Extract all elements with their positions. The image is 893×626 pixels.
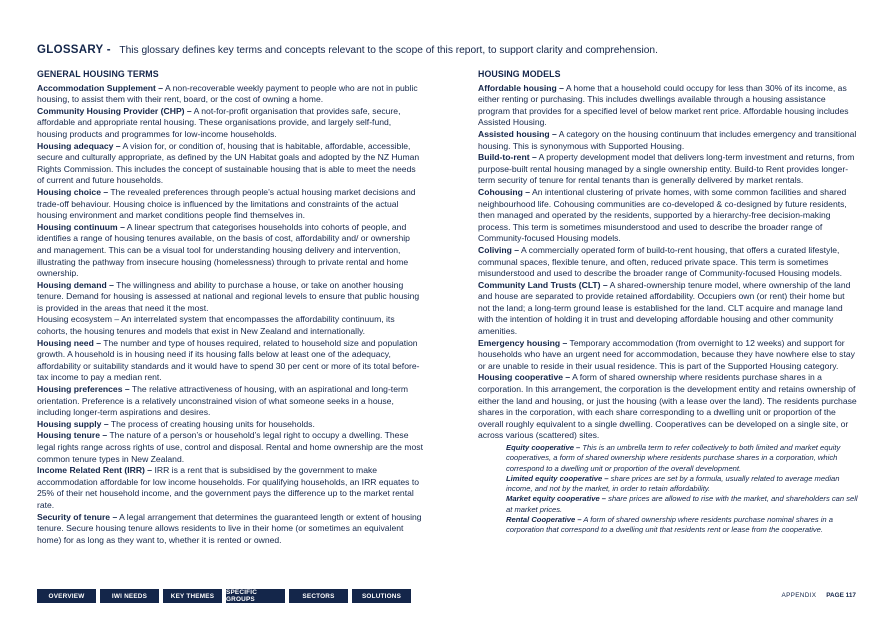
- glossary-term: Cohousing –: [478, 186, 531, 197]
- glossary-term: Housing tenure –: [37, 430, 108, 441]
- glossary-entry: [478, 245, 858, 280]
- glossary-entry: [506, 494, 858, 515]
- glossary-term: Emergency housing –: [478, 337, 568, 348]
- glossary-definition: The process of creating housing units for households.: [110, 418, 315, 429]
- glossary-entry: [478, 187, 858, 245]
- nav-button-sectors[interactable]: SECTORS: [289, 589, 348, 603]
- section-heading-general: GENERAL HOUSING TERMS: [37, 69, 159, 79]
- glossary-definition: The relative attractiveness of housing, with an aspirational and long-term orientation. Preference is a relatively unconstrained vision of what someone seeks in a house, including longer-term aspirations and desires.: [37, 384, 408, 418]
- glossary-term: Equity cooperative –: [506, 443, 581, 452]
- glossary-entry: [478, 338, 858, 373]
- bottom-navigation: [37, 589, 411, 603]
- glossary-definition: The number and type of houses required, related to household size and population growth. A household is in housing need if its housing falls below at least one of the adequacy, affordability or suitability standards and it would have to spend 30 per cent or more of its total before-tax income to pay a median rent.: [37, 337, 420, 383]
- glossary-entry: [478, 129, 858, 152]
- glossary-entry: [478, 372, 858, 442]
- general-housing-terms-column: [37, 69, 423, 546]
- glossary-definition: A linear spectrum that categorises households into cohorts of people, and identifies a range of housing tenures available, on the basis of cost, affordability and/ or ownership and management. This can be a visual tool for understanding housing delivery and intervention, illustrating the pathway from insecure housing (homelessness) through to private rental and home ownership.: [37, 221, 410, 279]
- glossary-definition: An intentional clustering of private homes, with some common facilities and shared neighbourhood life. Cohousing communities are co-developed & co-designed by future residents, then managed and operated by the residents, supported by a hierarchy-free decision-making process. This term is sometimes misunderstood and used to describe the broader range of Community-focused Housing models.: [478, 186, 847, 244]
- general-terms-list: [37, 83, 423, 547]
- glossary-definition: A shared-ownership tenure model, where ownership of the land and house are separated to provide retained affordability. Occupiers own (or rent) their home but not the land; a long-term ground lease is established for the land. CLT acquire and manage land with the intention of holding it in trust and developing affordable housing and other community amenities.: [478, 279, 851, 337]
- glossary-definition: The willingness and ability to purchase a house, or take on another housing tenure. Demand for housing is assessed at national and regional levels to ensure that public housing is provided in the areas that need it the most.: [37, 279, 420, 313]
- glossary-term: Security of tenure –: [37, 511, 118, 522]
- glossary-entry: [37, 419, 423, 431]
- glossary-term: Community Land Trusts (CLT) –: [478, 279, 608, 290]
- glossary-entry: [37, 106, 423, 141]
- glossary-definition: This is an umbrella term to refer collectively to both limited and market equity cooperatives, a form of shared ownership where residents purchase shares in a corporation, which correspond to a dwelling unit or proportion of the overall development.: [506, 443, 841, 473]
- section-heading-models: HOUSING MODELS: [478, 69, 561, 79]
- nav-button-solutions[interactable]: SOLUTIONS: [352, 589, 411, 603]
- nav-button-overview[interactable]: OVERVIEW: [37, 589, 96, 603]
- glossary-definition: IRR is a rent that is subsidised by the government to make accommodation affordable for low income households. For qualifying households, an IRR equates to 25% of their net household income, and the government pays the difference up to the market rental rate.: [37, 465, 420, 510]
- page-footer: [782, 592, 856, 599]
- glossary-definition: A non-recoverable weekly payment to people who are not in public housing, to assist them with their rent, board, or the cost of owning a home.: [37, 82, 418, 105]
- glossary-term: Assisted housing –: [478, 128, 557, 139]
- glossary-entry: [37, 314, 423, 337]
- glossary-definition: Temporary accommodation (from overnight to 12 weeks) and support for households who have an urgent need for accommodation, because they have nowhere else to stay or are unable to reside in their usual residence. This is part of the Supported Housing category.: [478, 337, 855, 371]
- glossary-term: Build-to-rent –: [478, 152, 537, 163]
- glossary-term: Housing demand –: [37, 279, 114, 290]
- page-subtitle: This glossary defines key terms and concepts relevant to the scope of this report, to support clarity and comprehension.: [119, 45, 658, 56]
- glossary-entry: [37, 512, 423, 547]
- glossary-entry: [37, 141, 423, 187]
- glossary-term: Income Related Rent (IRR) –: [37, 465, 153, 476]
- glossary-term: Market equity cooperative –: [506, 494, 607, 504]
- glossary-entry: [478, 83, 858, 129]
- glossary-definition: A category on the housing continuum that includes emergency and transitional housing. This is synonymous with Supported Housing.: [478, 128, 857, 151]
- glossary-term: Rental Cooperative –: [506, 515, 582, 525]
- glossary-term: Affordable housing –: [478, 82, 564, 93]
- glossary-term: Coliving –: [478, 244, 520, 255]
- glossary-term: Housing continuum –: [37, 221, 125, 232]
- glossary-entry: [506, 515, 858, 536]
- page-title: GLOSSARY -: [37, 44, 111, 56]
- glossary-definition: share prices are allowed to rise with the market, and shareholders can sell at market prices.: [506, 494, 858, 514]
- glossary-entry: [37, 338, 423, 384]
- cooperative-subtypes-list: [506, 443, 858, 536]
- glossary-definition: A not-for-profit organisation that provides safe, secure, affordable and appropriate rental housing. These organisations provide, and largely self-fund, housing products and programmes for low-income households.: [37, 105, 401, 139]
- glossary-term: Housing adequacy –: [37, 140, 121, 151]
- glossary-term: Housing supply –: [37, 418, 109, 429]
- glossary-entry: [37, 465, 423, 511]
- nav-button-iwi-needs[interactable]: IWI NEEDS: [100, 589, 159, 603]
- glossary-definition: The nature of a person’s or household’s legal right to occupy a dwelling. These legal rights range across rights of use, control and disposal. Rental and home ownership are the most common tenure types in New Zealand.: [37, 430, 423, 464]
- glossary-term: Community Housing Provider (CHP) –: [37, 105, 192, 116]
- glossary-definition: Housing ecosystem – An interrelated system that encompasses the affordability continuum, its cohorts, the housing tenures and models that exist in New Zealand and internationally.: [37, 314, 395, 337]
- glossary-entry: [478, 280, 858, 338]
- glossary-entry: [37, 83, 423, 106]
- glossary-entry: [37, 384, 423, 419]
- glossary-definition: A home that a household could occupy for less than 30% of its income, as either renting or purchasing. This includes dwellings available through a housing assistance program that provides for a specified level of below market rent price. Affordable housing includes Assisted Housing.: [478, 82, 849, 128]
- housing-models-list: [478, 83, 858, 442]
- housing-models-column: [478, 69, 858, 536]
- glossary-entry: [478, 152, 858, 187]
- glossary-entry: [37, 222, 423, 280]
- glossary-term: Housing choice –: [37, 186, 109, 197]
- page-number: PAGE 117: [826, 592, 856, 599]
- glossary-definition: share prices are set by a formula, usually related to average median income, and not by the market, in order to retain affordability.: [506, 473, 840, 494]
- glossary-entry: [37, 187, 423, 222]
- glossary-entry: [37, 280, 423, 315]
- glossary-entry: [506, 443, 858, 474]
- footer-section: APPENDIX: [781, 592, 817, 599]
- glossary-definition: A legal arrangement that determines the guaranteed length or extent of housing tenure. Secure housing tenure allows residents to live in their home (or sometimes an equivalent home) for as long as they want to, whether it is rented or owned.: [37, 511, 422, 545]
- glossary-term: Housing preferences –: [37, 384, 130, 395]
- glossary-definition: A vision for, or condition of, housing that is habitable, affordable, accessible, secure and culturally appropriate, as defined by the UN Habitat goals and adopted by the NZ Human Rights Commission. This includes the concept of sustainable housing that is able to meet the needs of current and future households.: [37, 140, 420, 186]
- glossary-definition: A commercially operated form of build-to-rent housing, that offers a curated lifestyle, communal spaces, flexible tenure, and often, reduced private space. This term is sometimes misunderstood and used to describe the broader range of Community-focused Housing models.: [478, 244, 843, 279]
- glossary-term: Limited equity cooperative –: [506, 473, 609, 483]
- glossary-term: Accommodation Supplement –: [37, 82, 164, 93]
- glossary-definition: The revealed preferences through people’s actual housing market decisions and trade-off behaviour. Housing choice is influenced by the limitations and constraints of the actual housing environment and market conditions people find themselves in.: [37, 186, 416, 221]
- nav-button-specific-groups[interactable]: SPECIFIC GROUPS: [226, 589, 285, 603]
- glossary-definition: A property development model that delivers long-term investment and returns, from purpose-built rental housing managed by a single ownership entity. Build-to Rent provides longer-term security of tenure for rental tenants than is generally delivered by market rentals.: [478, 152, 855, 186]
- glossary-entry: [37, 430, 423, 465]
- glossary-definition: A form of shared ownership where residents purchase shares in a corporation. In this arrangement, the corporation is the development entity and retains ownership of either the land and housing, or just the housing (with a lease over the land). The residents purchase shares in the corporation, with each share corresponding to a dwelling unit or proportion of the overall roughly equivalent to a single dwelling. Cooperatives can be developed on a single site, or across various (scattered) sites.: [478, 372, 857, 441]
- nav-button-key-themes[interactable]: KEY THEMES: [163, 589, 222, 603]
- glossary-header: [37, 40, 867, 58]
- glossary-entry: [506, 474, 858, 495]
- glossary-term: Housing cooperative –: [478, 372, 571, 383]
- glossary-term: Housing need –: [37, 337, 101, 348]
- glossary-definition: A form of shared ownership where residents purchase nominal shares in a corporation that correspond to a dwelling unit that residents rent or lease from the cooperative.: [506, 515, 833, 535]
